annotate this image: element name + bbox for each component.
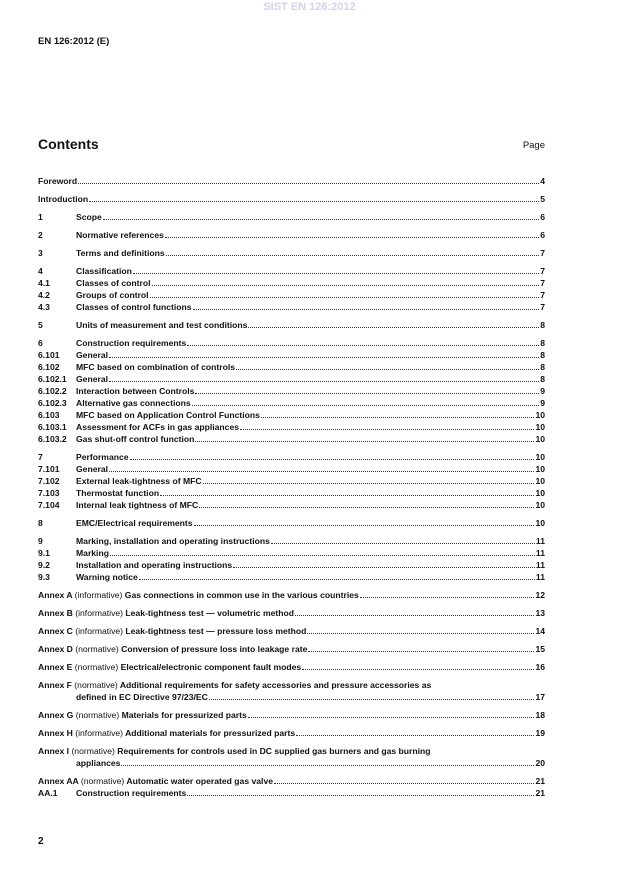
toc-section-number: 7.103 [38, 488, 60, 498]
toc-entry-title: MFC based on Application Control Functions [76, 410, 260, 420]
toc-section-number: 4.2 [38, 290, 50, 300]
toc-page-number: 10 [535, 452, 545, 462]
toc-entry[interactable] [38, 487, 545, 499]
toc-entry[interactable] [38, 709, 545, 721]
contents-heading: Contents [38, 136, 99, 152]
dot-leader [360, 597, 535, 598]
toc-page-number: 6 [540, 230, 545, 240]
toc-section-number: 9.1 [38, 548, 50, 558]
toc-section-number: 3 [38, 248, 43, 258]
toc-entry[interactable] [38, 589, 545, 601]
toc-page-number: 10 [535, 518, 545, 528]
toc-section-number: 6.103.2 [38, 434, 67, 444]
toc-entry-title [38, 775, 273, 787]
annex-title: Leak-tightness test — pressure loss method [125, 626, 307, 636]
toc-entry[interactable] [38, 301, 545, 313]
dot-leader [187, 795, 534, 796]
toc-section-number: 2 [38, 230, 43, 240]
toc-entry-title: General [76, 374, 109, 384]
annex-kind: (normative) [71, 746, 115, 756]
annex-label: Annex I [38, 746, 70, 756]
toc-page-number: 10 [535, 488, 545, 498]
toc-page-number: 7 [540, 266, 545, 276]
dot-leader [78, 183, 539, 184]
toc-section-number: 4.1 [38, 278, 50, 288]
toc-entry[interactable] [38, 397, 545, 409]
toc-section-number: 5 [38, 320, 43, 330]
dot-leader [233, 567, 535, 568]
toc-entry[interactable] [38, 745, 545, 757]
toc-entry[interactable] [38, 409, 545, 421]
toc-entry[interactable] [38, 727, 545, 739]
toc-entry-title [38, 745, 431, 757]
toc-entry[interactable] [38, 433, 545, 445]
toc-entry-title: General [76, 350, 109, 360]
toc-entry[interactable] [38, 607, 545, 619]
annex-title: Requirements for controls used in DC supplied gas burners and gas burning [117, 746, 431, 756]
annex-title: Leak-tightness test — volumetric method [125, 608, 294, 618]
toc-entry[interactable] [38, 337, 545, 349]
dot-leader [261, 417, 534, 418]
toc-entry[interactable] [38, 373, 545, 385]
dot-leader [307, 633, 534, 634]
toc-entry[interactable] [38, 175, 545, 187]
page-column-label: Page [522, 140, 545, 151]
toc-entry-title: Units of measurement and test conditions [76, 320, 248, 330]
toc-entry[interactable] [38, 211, 545, 223]
toc-entry-title: Classification [76, 266, 132, 276]
annex-kind: (normative) [74, 680, 118, 690]
toc-page-number: 7 [540, 248, 545, 258]
toc-section-number: 7.102 [38, 476, 60, 486]
toc-entry-title: Alternative gas connections [76, 398, 191, 408]
toc-entry[interactable] [38, 319, 545, 331]
toc-section-number: 8 [38, 518, 43, 528]
toc-page-number: 21 [535, 788, 545, 798]
toc-page-number: 11 [535, 548, 545, 558]
toc-page-number: 9 [540, 386, 545, 396]
dot-leader [248, 327, 539, 328]
annex-title: Additional requirements for safety accessories and pressure accessories as [119, 680, 432, 690]
dot-leader [296, 735, 534, 736]
dot-leader [195, 441, 534, 442]
toc-section-number: 9.3 [38, 572, 50, 582]
toc-entry-title: Classes of control [76, 278, 151, 288]
dot-leader [160, 495, 534, 496]
toc-page-number: 7 [540, 302, 545, 312]
annex-kind: (informative) [75, 608, 124, 618]
dot-leader [236, 369, 539, 370]
annex-label: Annex H [38, 728, 73, 738]
toc-entry-title: Marking [76, 548, 109, 558]
toc-section-number: 6.102.1 [38, 374, 67, 384]
dot-leader [194, 525, 535, 526]
toc-entry-title: Gas shut-off control function [76, 434, 195, 444]
toc-page-number: 10 [535, 410, 545, 420]
annex-title: Materials for pressurized parts [121, 710, 247, 720]
annex-kind: (normative) [75, 644, 119, 654]
annex-title: Gas connections in common use in the various countries [124, 590, 359, 600]
toc-page-number: 7 [540, 290, 545, 300]
dot-leader [150, 297, 540, 298]
annex-kind: (normative) [80, 776, 125, 786]
annex-kind: (normative) [75, 710, 120, 720]
toc-entry-title: Normative references [76, 230, 164, 240]
toc-entry[interactable] [38, 193, 545, 205]
page-number: 2 [38, 836, 44, 847]
toc-page-number: 10 [535, 500, 545, 510]
dot-leader [271, 543, 535, 544]
toc-entry[interactable] [38, 517, 545, 529]
dot-leader [152, 285, 540, 286]
dot-leader [109, 357, 539, 358]
dot-leader [110, 555, 535, 556]
dot-leader [240, 429, 534, 430]
annex-title: Automatic water operated gas valve [126, 776, 273, 786]
dot-leader [109, 381, 539, 382]
toc-entry-title: Interaction between Controls [76, 386, 195, 396]
toc-entry-title: Installation and operating instructions [76, 560, 233, 570]
toc-entry[interactable] [38, 535, 545, 547]
toc-entry[interactable] [38, 499, 545, 511]
toc-entry-title: Marking, installation and operating instructions [76, 536, 270, 546]
toc-entry-title: Introduction [38, 194, 89, 204]
toc-page-number: 8 [540, 362, 545, 372]
dot-leader [109, 471, 534, 472]
dot-leader [209, 699, 535, 700]
toc-entry-title: MFC based on combination of controls [76, 362, 235, 372]
toc-entry-title [38, 589, 359, 601]
toc-page-number: 17 [535, 692, 545, 702]
toc-page-number: 7 [540, 278, 545, 288]
document-id: EN 126:2012 (E) [38, 36, 110, 47]
toc-section-number: 7.104 [38, 500, 60, 510]
dot-leader [308, 651, 534, 652]
dot-leader [130, 459, 535, 460]
dot-leader [139, 579, 535, 580]
toc-entry-title [38, 727, 295, 739]
toc-page-number: 11 [535, 572, 545, 582]
toc-entry-title: Groups of control [76, 290, 149, 300]
annex-label: Annex D [38, 644, 73, 654]
toc-page-number: 11 [535, 536, 545, 546]
toc-page-number: 14 [535, 626, 545, 636]
toc-page-number: 10 [535, 422, 545, 432]
table-of-contents [38, 175, 545, 799]
toc-entry[interactable] [38, 559, 545, 571]
toc-section-number: AA.1 [38, 788, 58, 798]
toc-entry-continuation[interactable] [38, 691, 545, 703]
toc-entry-title [38, 607, 294, 619]
annex-title: Additional materials for pressurized parts [125, 728, 296, 738]
annex-label: Annex G [38, 710, 74, 720]
dot-leader [274, 783, 534, 784]
toc-entry[interactable] [38, 289, 545, 301]
toc-section-number: 4.3 [38, 302, 50, 312]
toc-page-number: 13 [535, 608, 545, 618]
toc-entry[interactable] [38, 247, 545, 259]
toc-entry-title: Internal leak tightness of MFC [76, 500, 199, 510]
toc-entry[interactable] [38, 385, 545, 397]
annex-label: Annex F [38, 680, 72, 690]
dot-leader [89, 201, 539, 202]
toc-page-number: 10 [535, 476, 545, 486]
toc-section-number: 6.102 [38, 362, 60, 372]
toc-section-number: 7 [38, 452, 43, 462]
toc-entry[interactable] [38, 451, 545, 463]
toc-section-number: 6 [38, 338, 43, 348]
watermark: SIST EN 126:2012 [263, 1, 356, 13]
toc-section-number: 6.103 [38, 410, 60, 420]
toc-page-number: 5 [540, 194, 545, 204]
toc-entry[interactable] [38, 679, 545, 691]
toc-entry[interactable] [38, 463, 545, 475]
toc-entry-title: Terms and definitions [76, 248, 165, 258]
toc-entry-title [38, 625, 306, 637]
toc-section-number: 1 [38, 212, 43, 222]
annex-kind: (informative) [75, 728, 124, 738]
toc-entry-title: Scope [76, 212, 102, 222]
annex-title: Conversion of pressure loss into leakage rate [121, 644, 308, 654]
dot-leader [133, 273, 539, 274]
toc-entry[interactable] [38, 475, 545, 487]
toc-entry[interactable] [38, 625, 545, 637]
toc-entry[interactable] [38, 265, 545, 277]
toc-entry-title [38, 643, 307, 655]
toc-entry-title [38, 679, 431, 691]
toc-entry[interactable] [38, 229, 545, 241]
annex-kind: (informative) [74, 590, 123, 600]
toc-page-number: 15 [535, 644, 545, 654]
toc-entry-title [38, 661, 301, 673]
toc-entry-title: Performance [76, 452, 129, 462]
toc-page-number: 8 [540, 374, 545, 384]
dot-leader [121, 765, 534, 766]
annex-title-continued: defined in EC Directive 97/23/EC [76, 692, 208, 702]
annex-label: Annex B [38, 608, 73, 618]
toc-section-number: 7.101 [38, 464, 60, 474]
toc-entry-title [38, 709, 247, 721]
dot-leader [187, 345, 539, 346]
dot-leader [248, 717, 535, 718]
toc-section-number: 6.102.2 [38, 386, 67, 396]
annex-title-continued: appliances [76, 758, 121, 768]
toc-entry[interactable] [38, 277, 545, 289]
dot-leader [193, 309, 540, 310]
toc-page-number: 8 [540, 320, 545, 330]
toc-entry-title: Construction requirements [76, 338, 187, 348]
annex-label: Annex C [38, 626, 73, 636]
dot-leader [295, 615, 534, 616]
toc-page-number: 4 [540, 176, 545, 186]
dot-leader [166, 255, 540, 256]
toc-page-number: 8 [540, 350, 545, 360]
toc-entry[interactable] [38, 547, 545, 559]
toc-entry-continuation[interactable] [38, 757, 545, 769]
toc-entry[interactable] [38, 661, 545, 673]
annex-title: Electrical/electronic component fault modes [120, 662, 302, 672]
toc-entry-title: Warning notice [76, 572, 138, 582]
toc-section-number: 6.102.3 [38, 398, 67, 408]
toc-page-number: 10 [535, 464, 545, 474]
toc-entry[interactable] [38, 775, 545, 787]
toc-page-number: 20 [535, 758, 545, 768]
toc-page-number: 18 [535, 710, 545, 720]
toc-entry-title: Thermostat function [76, 488, 160, 498]
toc-section-number: 9 [38, 536, 43, 546]
toc-entry-title: External leak-tightness of MFC [76, 476, 202, 486]
toc-section-number: 6.103.1 [38, 422, 67, 432]
toc-entry[interactable] [38, 571, 545, 583]
toc-section-number: 9.2 [38, 560, 50, 570]
toc-page-number: 8 [540, 338, 545, 348]
toc-entry[interactable] [38, 421, 545, 433]
annex-label: Annex E [38, 662, 73, 672]
toc-entry[interactable] [38, 643, 545, 655]
dot-leader [302, 669, 534, 670]
toc-entry-title: Construction requirements [76, 788, 187, 798]
dot-leader [192, 405, 540, 406]
annex-kind: (normative) [74, 662, 119, 672]
annex-label: Annex AA [38, 776, 79, 786]
toc-page-number: 16 [535, 662, 545, 672]
toc-page-number: 19 [535, 728, 545, 738]
dot-leader [165, 237, 539, 238]
toc-entry-title: Foreword [38, 176, 78, 186]
toc-entry[interactable] [38, 787, 545, 799]
toc-section-number: 6.101 [38, 350, 60, 360]
toc-entry-title: EMC/Electrical requirements [76, 518, 193, 528]
toc-page-number: 21 [535, 776, 545, 786]
toc-page-number: 9 [540, 398, 545, 408]
toc-page-number: 10 [535, 434, 545, 444]
toc-entry[interactable] [38, 361, 545, 373]
dot-leader [103, 219, 539, 220]
dot-leader [203, 483, 535, 484]
toc-entry-title: Classes of control functions [76, 302, 192, 312]
toc-page-number: 11 [535, 560, 545, 570]
annex-kind: (informative) [75, 626, 124, 636]
dot-leader [199, 507, 534, 508]
toc-entry[interactable] [38, 349, 545, 361]
annex-label: Annex A [38, 590, 73, 600]
toc-page-number: 12 [535, 590, 545, 600]
toc-section-number: 4 [38, 266, 43, 276]
dot-leader [195, 393, 539, 394]
toc-page-number: 6 [540, 212, 545, 222]
toc-entry-title: General [76, 464, 109, 474]
toc-entry-title: Assessment for ACFs in gas appliances [76, 422, 240, 432]
